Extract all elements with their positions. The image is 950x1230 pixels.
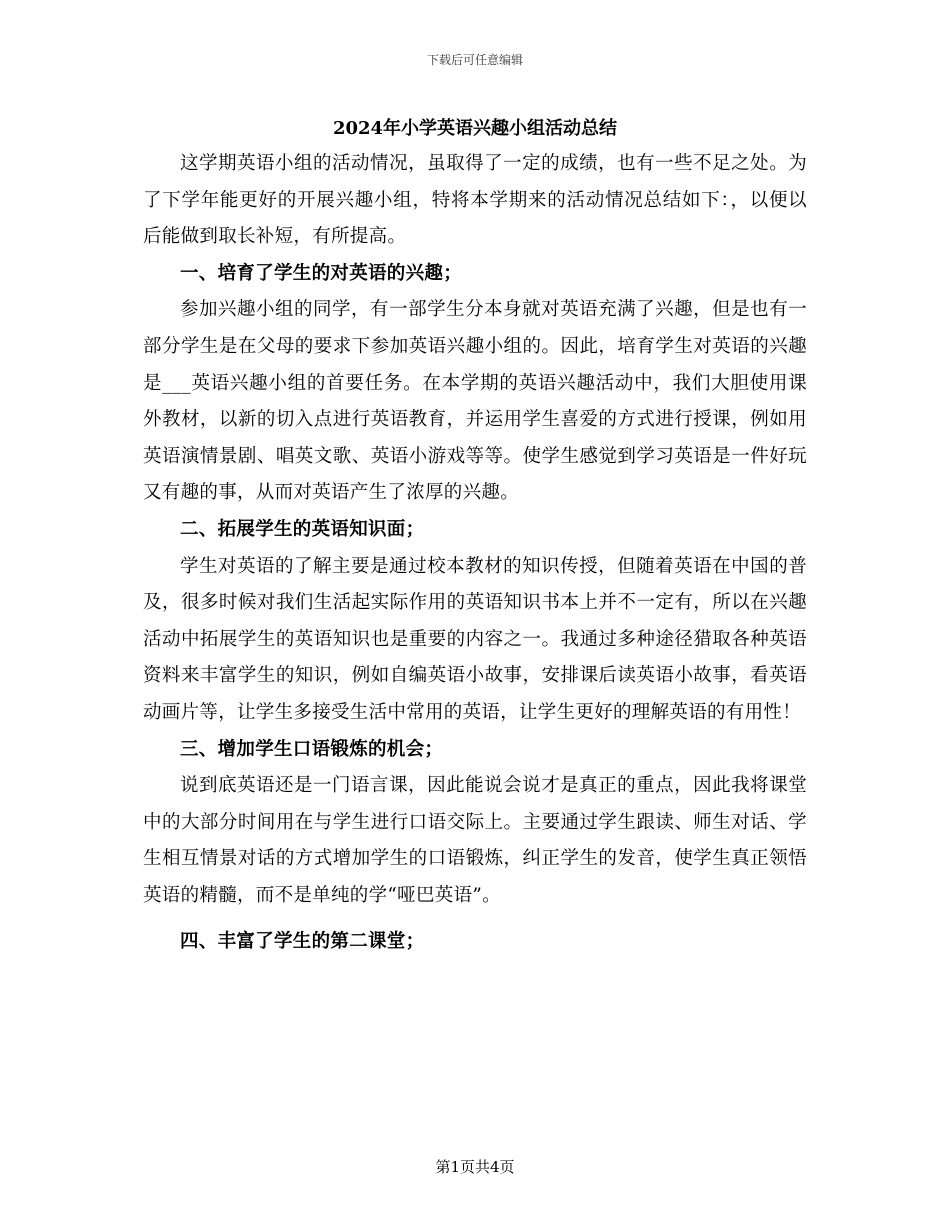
- section-heading-4: 四、丰富了学生的第二课堂；: [180, 931, 425, 953]
- section-paragraph-1: 参加兴趣小组的同学，有一部学生分本身就对英语充满了兴趣，但是也有一部分学生是在父母的要求下参加英语兴趣小组的。因此，培育学生对英语的兴趣是___英语兴趣小组的首要任务。在本学期的英语兴趣活动中，我们大胆使用课外教材，以新的切入点进行英语教育，并运用学生喜爱的方式进行授课，例如用英语演情景剧、唱英文歌、英语小游戏等等。使学生感觉到学习英语是一件好玩又有趣的事，从而对英语产生了浓厚的兴趣。: [143, 299, 807, 504]
- section-heading-3: 三、增加学生口语锻炼的机会；: [180, 738, 444, 760]
- section-paragraph-2: 学生对英语的了解主要是通过校本教材的知识传授，但随着英语在中国的普及，很多时候对我们生活起实际作用的英语知识书本上并不一定有，所以在兴趣活动中拓展学生的英语知识也是重要的内容之一。我通过多种途径猎取各种英语资料来丰富学生的知识，例如自编英语小故事，安排课后读英语小故事，看英语动画片等，让学生多接受生活中常用的英语，让学生更好的理解英语的有用性！: [143, 555, 807, 723]
- section-paragraph-3: 说到底英语还是一门语言课，因此能说会说才是真正的重点，因此我将课堂中的大部分时间用在与学生进行口语交际上。主要通过学生跟读、师生对话、学生相互情景对话的方式增加学生的口语锻炼，纠正学生的发音，使学生真正领悟英语的精髓，而不是单纯的学“哑巴英语”。: [143, 775, 807, 906]
- page-number: 第1页共4页: [435, 1158, 515, 1176]
- section-heading-1: 一、培育了学生的对英语的兴趣；: [180, 262, 463, 284]
- document-body: [143, 146, 807, 961]
- intro-paragraph: 这学期英语小组的活动情况，虽取得了一定的成绩，也有一些不足之处。为了下学年能更好的开展兴趣小组，特将本学期来的活动情况总结如下：，以便以后能做到取长补短，有所提高。: [143, 153, 807, 248]
- document-title: 2024年小学英语兴趣小组活动总结: [332, 118, 618, 139]
- section-heading-2: 二、拓展学生的英语知识面；: [180, 518, 425, 540]
- page-header-note: 下载后可任意编辑: [426, 53, 523, 67]
